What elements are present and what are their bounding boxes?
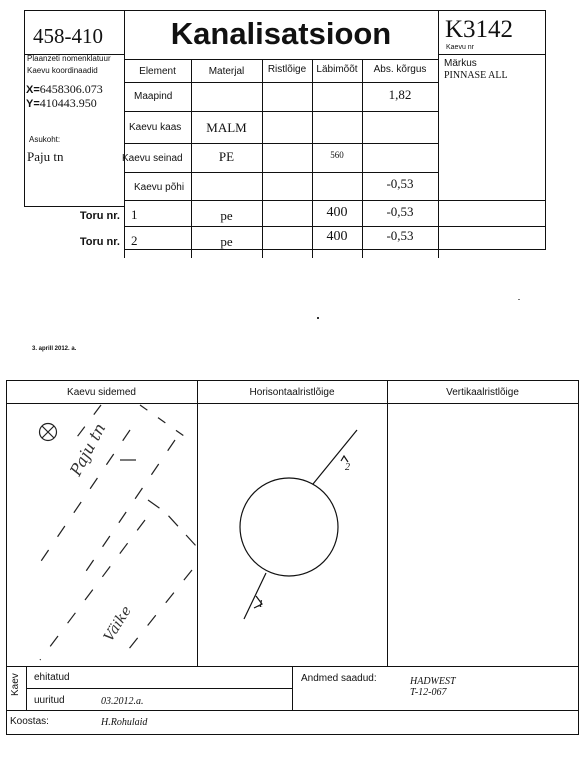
col-section: Ristlõige [267, 64, 307, 75]
panel-title-horizontal: Horisontaalristlõige [249, 387, 335, 398]
row-element-1: Kaevu kaas [129, 122, 182, 133]
x-value: 6458306.073 [39, 82, 103, 96]
pipe-material-1: pe [220, 234, 233, 249]
pipe2-mark: 2 [345, 462, 350, 473]
row-diameter-2: 560 [330, 150, 344, 160]
row-height-3: -0,53 [386, 176, 414, 191]
pipe-height-0: -0,53 [386, 204, 414, 219]
data-from-value: HADWEST [410, 676, 456, 687]
row-material-2: PE [218, 149, 235, 164]
pipe-material-0: pe [220, 208, 233, 223]
col-remark: Märkus [444, 58, 477, 69]
pipe-diameter-0: 400 [326, 205, 348, 220]
x-label: X= [26, 84, 40, 96]
pipe-label-0: Toru nr. [79, 210, 120, 222]
col-element: Element [139, 66, 176, 77]
page-title: Kanalisatsioon [170, 16, 392, 51]
pipe-height-1: -0,53 [386, 228, 414, 243]
row-material-1: MALM [206, 120, 247, 135]
pipe-number-0: 1 [131, 207, 138, 222]
street-name-sketch: Paju tn [66, 419, 110, 479]
pipe-diameter-1: 400 [326, 229, 348, 244]
col-height: Abs. kõrgus [373, 64, 427, 75]
remark-value: PINNASE ALL [444, 70, 508, 81]
col-diameter: Läbimõõt [316, 64, 358, 75]
address-label: Asukoht: [29, 135, 61, 144]
pipe-number-1: 2 [131, 233, 138, 248]
surveyed-date: 03.2012.a. [101, 696, 144, 707]
y-label: Y= [26, 98, 40, 110]
compiled-value: H.Rohulaid [101, 717, 148, 728]
col-material: Materjal [208, 66, 245, 77]
data-from-code: T-12-067 [410, 687, 447, 698]
row-height-0: 1,82 [388, 87, 412, 102]
row-element-0: Maapind [134, 91, 173, 102]
side-label: Kaev [10, 673, 21, 696]
pipe1-mark: 1 [258, 598, 264, 610]
well-number: K3142 [445, 16, 514, 43]
date-note: 3. aprill 2012. a. [32, 346, 77, 352]
well-circle [240, 478, 338, 576]
compiled-label: Koostas: [10, 716, 49, 727]
nomenclature-code: 458-410 [33, 24, 103, 48]
built-label: ehitatud [34, 672, 70, 683]
nomenclature-label: Plaanzeti nomenklatuur [27, 54, 111, 63]
panel-title-links: Kaevu sidemed [67, 387, 136, 398]
address-value: Paju tn [27, 149, 64, 164]
row-element-3: Kaevu põhi [134, 182, 185, 193]
pipe-label-1: Toru nr. [79, 236, 120, 248]
data-from-label: Andmed saadud: [301, 673, 377, 684]
row-element-2: Kaevu seinad [122, 153, 183, 164]
surveyed-label: uuritud [34, 695, 65, 706]
well-number-label: Kaevu nr [446, 44, 475, 51]
coordinates-label: Kaevu koordinaadid [27, 66, 98, 75]
y-value: 410443.950 [39, 96, 97, 110]
panel-title-vertical: Vertikaalristlõige [446, 387, 519, 398]
sketch-word: Väike [101, 603, 135, 645]
